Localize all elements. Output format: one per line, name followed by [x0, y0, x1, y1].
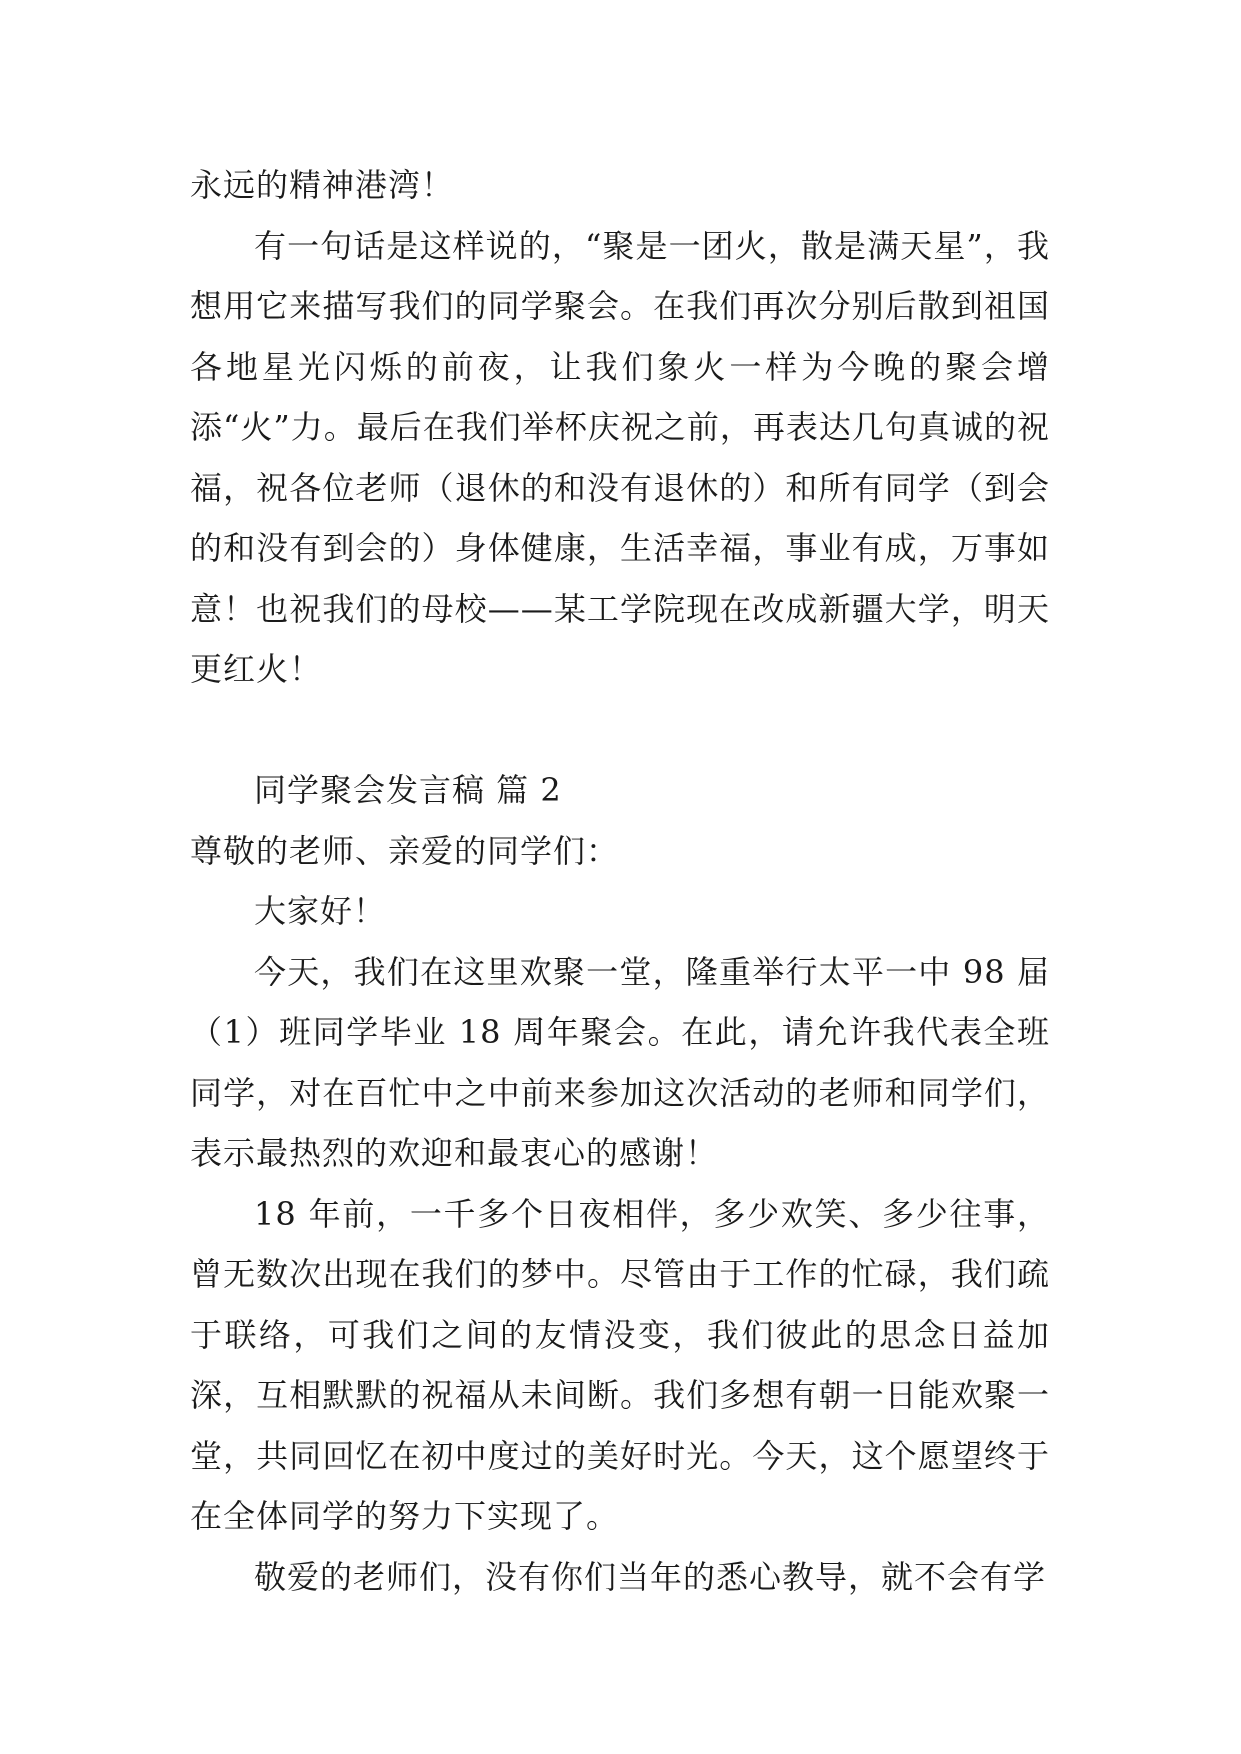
section-spacer: [190, 700, 1050, 761]
paragraph-fire: 有一句话是这样说的，“聚是一团火，散是满天星”，我想用它来描写我们的同学聚会。在我们再次分别后散到祖国各地星光闪烁的前夜，让我们象火一样为今晚的聚会增添“火”力。最后在我们举杯庆祝之前，再表达几句真诚的祝福，祝各位老师（退休的和没有退休的）和所有同学（到会的和没有到会的）身体健康，生活幸福，事业有成，万事如意！也祝我们的母校——某工学院现在改成新疆大学，明天更红火！: [190, 226, 1050, 688]
paragraph-today: 今天，我们在这里欢聚一堂，隆重举行太平一中 98 届（1）班同学毕业 18 周年聚会。在此，请允许我代表全班同学，对在百忙中之中前来参加这次活动的老师和同学们，表示最热烈的欢迎和最衷心的感谢！: [190, 952, 1050, 1172]
salutation: 尊敬的老师、亲爱的同学们：: [190, 831, 620, 870]
paragraph-teachers: 敬爱的老师们，没有你们当年的悉心教导，就不会有学: [254, 1557, 1047, 1596]
document-body: [190, 155, 1050, 1607]
carryover-line: 永远的精神港湾！: [190, 166, 455, 204]
paragraph-18-years: 18 年前，一千多个日夜相伴，多少欢笑、多少往事，曾无数次出现在我们的梦中。尽管由于工作的忙碌，我们疏于联络，可我们之间的友情没变，我们彼此的思念日益加深，互相默默的祝福从未间断。我们多想有朝一日能欢聚一堂，共同回忆在初中度过的美好时光。今天，这个愿望终于在全体同学的努力下实现了。: [190, 1194, 1050, 1535]
greeting: 大家好！: [254, 892, 387, 930]
section-title: 同学聚会发言稿 篇 2: [254, 771, 562, 809]
